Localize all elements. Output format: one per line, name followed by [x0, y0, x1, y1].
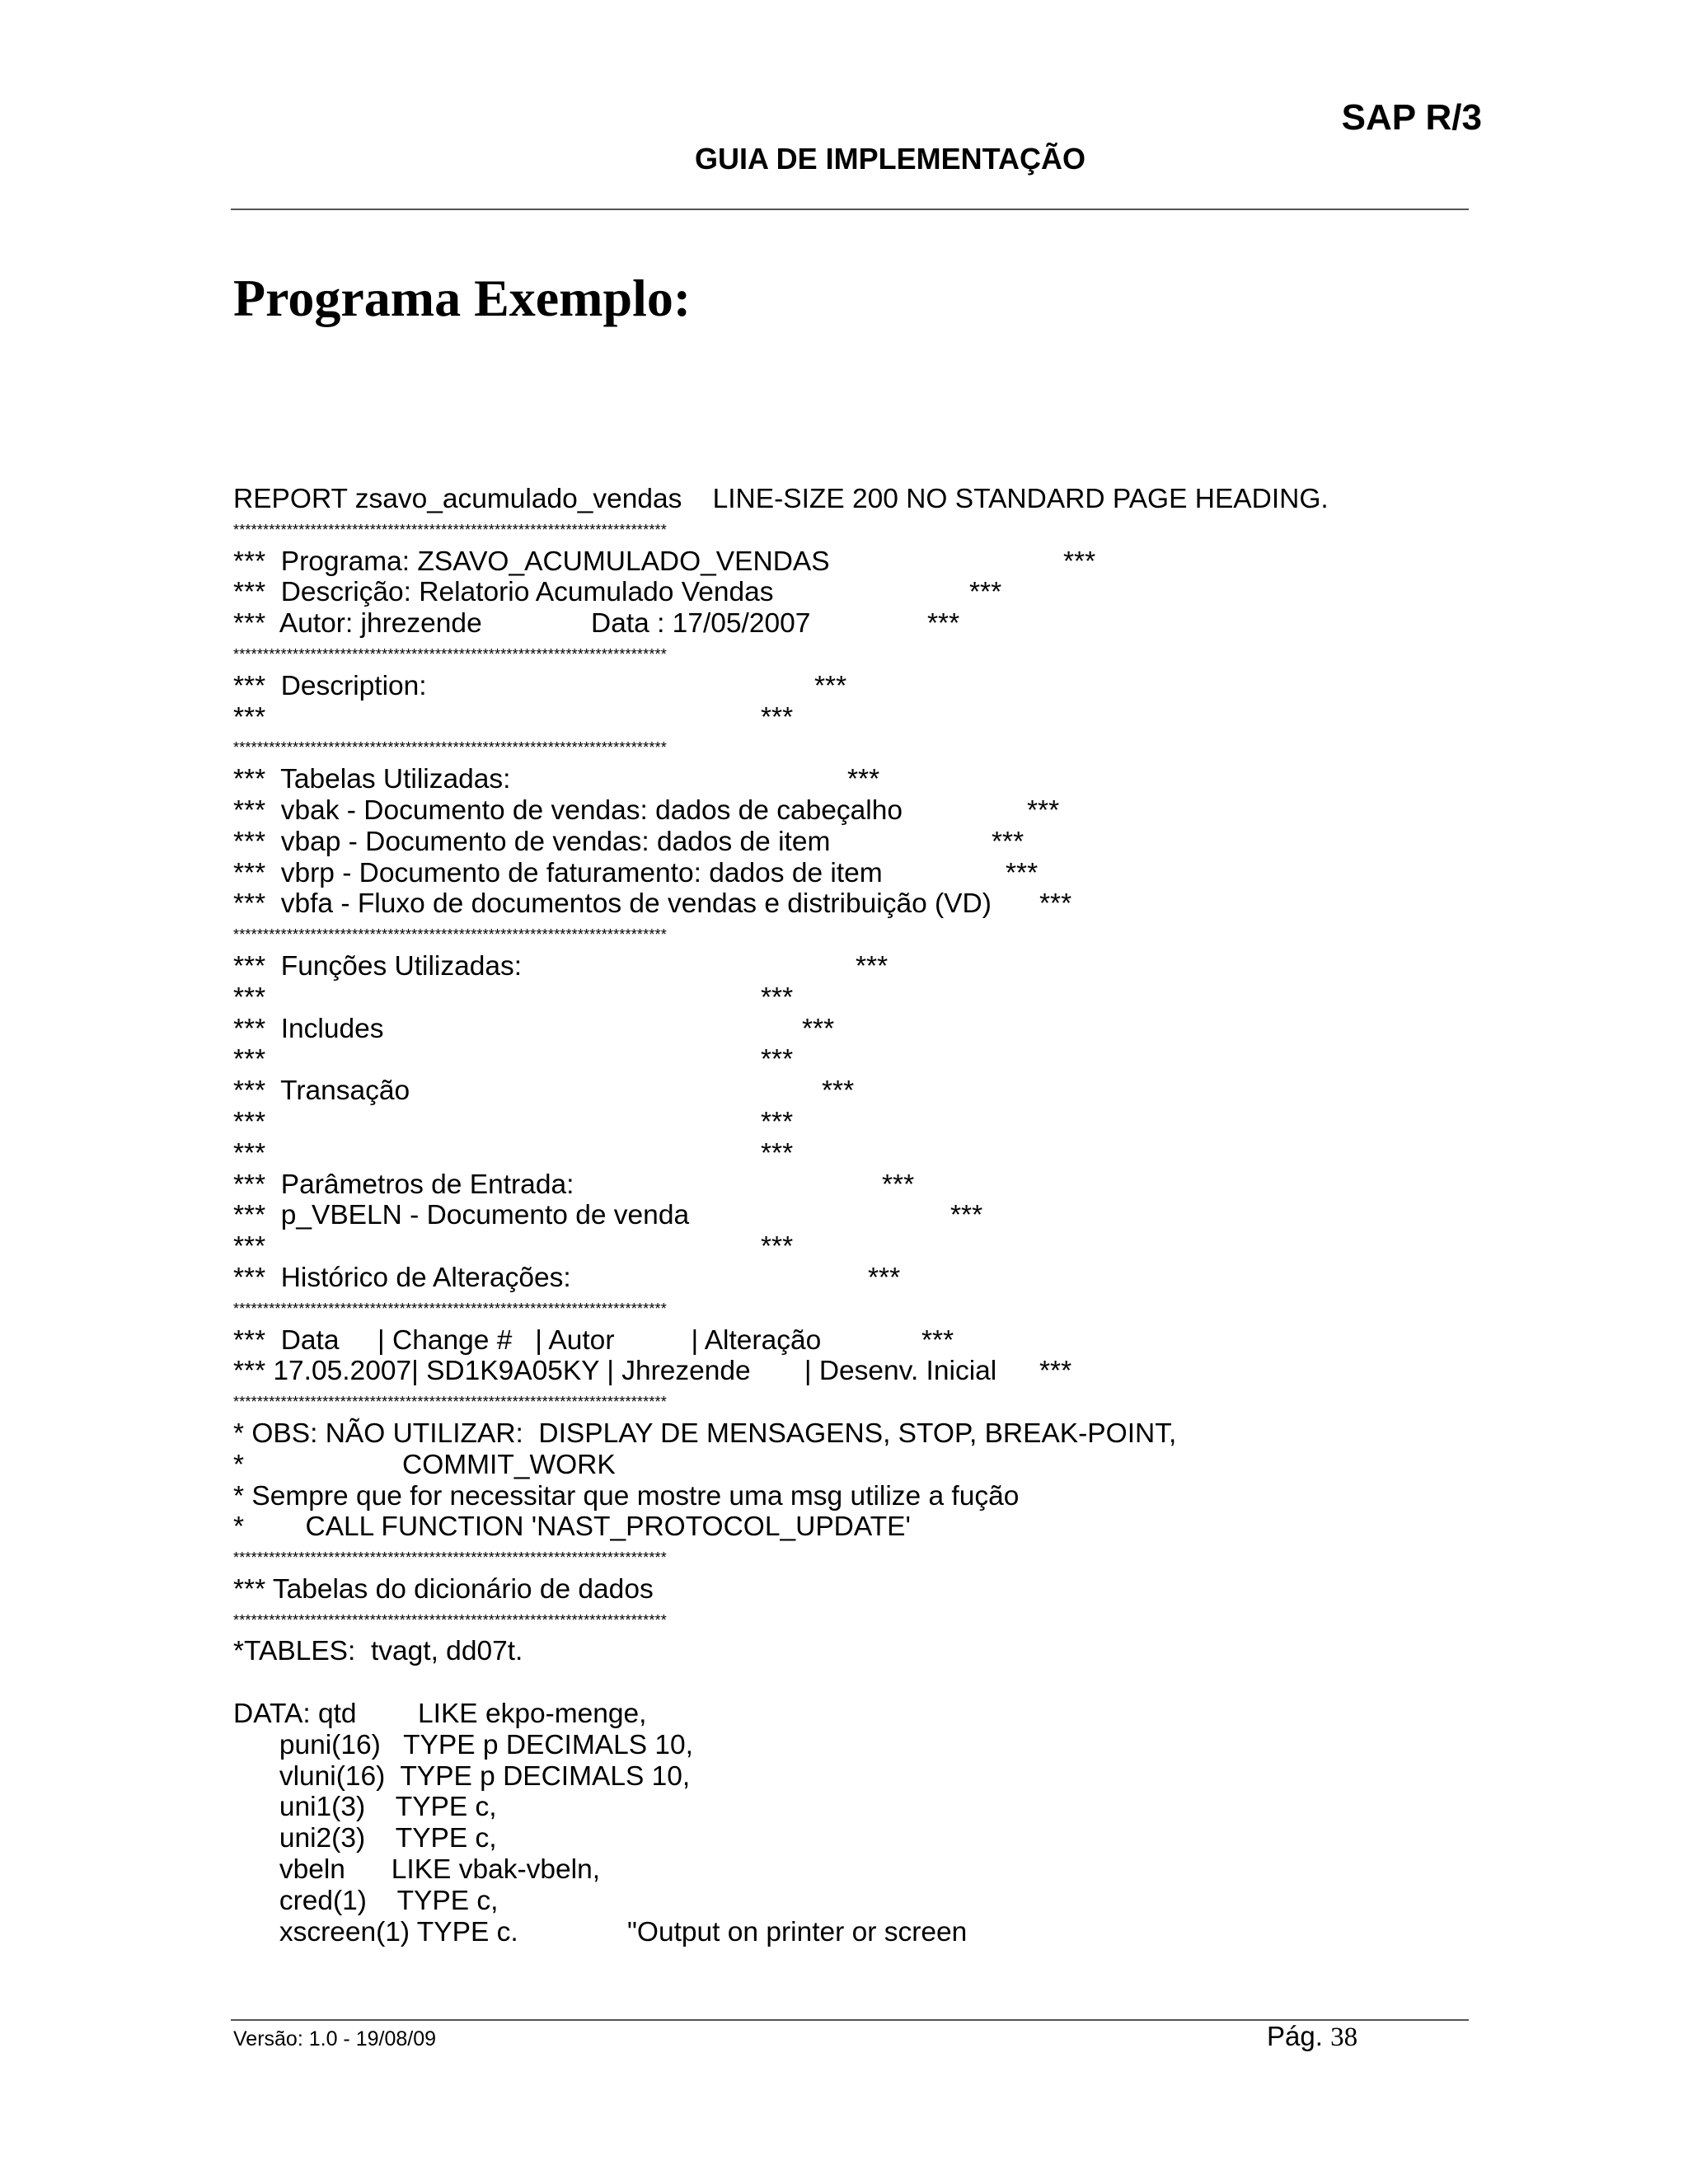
code-line: [233, 546, 1470, 578]
code-text: *: [233, 1449, 245, 1480]
code-text-trailing: ***: [761, 1106, 794, 1137]
code-text-trailing: ***: [802, 1013, 835, 1044]
code-text: *** vbap - Documento de vendas: dados de item: [233, 826, 831, 857]
code-text-trailing: ***: [969, 577, 1002, 608]
code-line: [233, 982, 1470, 1014]
asterisk-separator: *************************************************************************: [233, 1394, 667, 1411]
code-text: ***: [233, 982, 266, 1013]
asterisk-separator: *************************************************************************: [233, 1611, 667, 1629]
code-text-trailing: ***: [761, 1231, 794, 1263]
code-text-trailing: ***: [814, 670, 847, 701]
separator-line: [233, 1605, 1470, 1637]
code-line: [233, 1450, 1470, 1481]
code-line: [233, 1730, 1470, 1761]
code-text: *** vbrp - Documento de faturamento: dados de item: [233, 857, 883, 888]
code-text-middle: Data : 17/05/2007: [591, 608, 811, 640]
code-line: [233, 577, 1470, 608]
code-text: *** 17.05.2007| SD1K9A05KY | Jhrezende | Desenv. Inicial: [233, 1356, 997, 1387]
code-text-trailing: ***: [992, 826, 1025, 857]
code-line: [233, 1231, 1470, 1263]
code-text-trailing: ***: [761, 982, 794, 1013]
code-line: [233, 702, 1470, 733]
asterisk-separator: *************************************************************************: [233, 926, 667, 944]
code-text: uni1(3) TYPE c,: [233, 1792, 497, 1823]
page-number: 38: [1330, 2022, 1358, 2052]
code-text: vluni(16) TYPE p DECIMALS 10,: [233, 1760, 691, 1792]
code-text: ***: [233, 701, 266, 733]
code-text: ***: [233, 1044, 266, 1076]
asterisk-separator: *************************************************************************: [233, 1300, 667, 1317]
separator-line: [233, 1543, 1470, 1574]
code-text: *** Description:: [233, 670, 427, 701]
code-text: *** Histórico de Alterações:: [233, 1262, 571, 1293]
code-line: [233, 795, 1470, 827]
code-text-trailing: ***: [761, 1044, 794, 1076]
code-line: [233, 608, 1470, 640]
footer-version: Versão: 1.0 - 19/08/09: [233, 2027, 437, 2050]
code-text-trailing: ***: [761, 1137, 794, 1169]
separator-line: [233, 1387, 1470, 1418]
code-text-trailing: ***: [927, 608, 960, 640]
code-text-trailing: ***: [1039, 888, 1072, 920]
code-text-trailing: "Output on printer or screen: [627, 1916, 968, 1947]
code-line: [233, 1356, 1470, 1387]
code-text: REPORT zsavo_acumulado_vendas LINE-SIZE 200 NO STANDARD PAGE HEADING.: [233, 484, 1329, 514]
code-text: *** Descrição: Relatorio Acumulado Vendas: [233, 577, 774, 608]
code-line: [233, 1014, 1470, 1045]
code-text-trailing: ***: [761, 701, 794, 733]
code-text: ***: [233, 1106, 266, 1137]
code-text: *** Funções Utilizadas:: [233, 950, 523, 982]
code-line: [233, 764, 1470, 795]
header-brand: SAP R/3: [1341, 97, 1482, 138]
code-text-trailing: ***: [1027, 794, 1060, 826]
code-text: *** p_VBELN - Documento de venda: [233, 1200, 690, 1231]
code-text: * CALL FUNCTION 'NAST_PROTOCOL_UPDATE': [233, 1511, 911, 1543]
code-text: *** Includes: [233, 1013, 384, 1044]
code-text: xscreen(1) TYPE c.: [233, 1916, 518, 1947]
header-title: GUIA DE IMPLEMENTAÇÃO: [695, 142, 1085, 176]
code-text-trailing: ***: [1006, 857, 1039, 888]
code-text-trailing: ***: [1039, 1356, 1072, 1387]
code-text: *** vbak - Documento de vendas: dados de cabeçalho: [233, 794, 903, 826]
code-line: [233, 858, 1470, 889]
separator-line: [233, 733, 1470, 764]
code-text: *** Tabelas do dicionário de dados: [233, 1573, 654, 1605]
code-text-trailing: ***: [921, 1324, 954, 1356]
code-line: [233, 1854, 1470, 1886]
code-text: cred(1) TYPE c,: [233, 1885, 499, 1916]
code-line: [233, 888, 1470, 920]
code-line: [233, 1263, 1470, 1294]
code-text: ***: [233, 1137, 266, 1169]
code-line: [233, 1511, 1470, 1543]
code-line: [233, 827, 1470, 858]
separator-line: [233, 515, 1470, 546]
code-line: [233, 1481, 1470, 1512]
code-text: *** Programa: ZSAVO_ACUMULADO_VENDAS: [233, 546, 830, 577]
code-text: uni2(3) TYPE c,: [233, 1823, 497, 1854]
code-text: *** Autor: jhrezende: [233, 608, 482, 640]
code-text-trailing: ***: [950, 1200, 983, 1231]
code-line: [233, 1761, 1470, 1793]
code-text-trailing: ***: [856, 950, 889, 982]
header-divider: [231, 209, 1469, 210]
asterisk-separator: *************************************************************************: [233, 645, 667, 663]
code-text: *** Transação: [233, 1076, 410, 1107]
code-text-trailing: ***: [1063, 546, 1096, 577]
asterisk-separator: *************************************************************************: [233, 1549, 667, 1567]
code-text: ***: [233, 1231, 266, 1263]
code-text: * Sempre que for necessitar que mostre uma msg utilize a fução: [233, 1480, 1020, 1511]
page-label: Pág.: [1267, 2021, 1323, 2051]
code-line: [233, 1200, 1470, 1231]
code-text: vbeln LIKE vbak-vbeln,: [233, 1854, 601, 1886]
page-title: Programa Exemplo:: [233, 269, 692, 327]
code-line: [233, 951, 1470, 982]
code-line: [233, 484, 1470, 515]
code-text-trailing: ***: [822, 1076, 855, 1107]
separator-line: [233, 640, 1470, 671]
code-text: DATA: qtd LIKE ekpo-menge,: [233, 1699, 647, 1730]
code-line: [233, 1325, 1470, 1357]
code-line: [233, 1138, 1470, 1169]
code-text-trailing: ***: [847, 764, 880, 795]
footer-page-number: [1267, 2021, 1357, 2053]
code-text-trailing: ***: [868, 1262, 901, 1293]
code-line: [233, 1418, 1470, 1450]
code-line: [233, 1076, 1470, 1107]
code-line: [233, 1823, 1470, 1854]
code-text: *** vbfa - Fluxo de documentos de vendas e distribuição (VD): [233, 888, 992, 920]
code-text-middle: COMMIT_WORK: [402, 1449, 616, 1480]
code-text: *** Parâmetros de Entrada:: [233, 1169, 574, 1200]
code-line: [233, 1044, 1470, 1076]
code-line: [233, 1169, 1470, 1201]
asterisk-separator: *************************************************************************: [233, 521, 667, 538]
asterisk-separator: *************************************************************************: [233, 739, 667, 757]
code-line: [233, 1699, 1470, 1730]
code-line: [233, 1917, 1470, 1948]
separator-line: [233, 920, 1470, 951]
code-text: puni(16) TYPE p DECIMALS 10,: [233, 1729, 693, 1760]
code-line: [233, 1107, 1470, 1138]
code-line: [233, 1792, 1470, 1823]
code-line: [233, 1574, 1470, 1605]
code-text: *** Tabelas Utilizadas:: [233, 764, 511, 795]
code-line: [233, 1886, 1470, 1917]
code-text: *** Data | Change # | Autor | Alteração: [233, 1324, 822, 1356]
separator-line: [233, 1294, 1470, 1325]
code-text: * OBS: NÃO UTILIZAR: DISPLAY DE MENSAGENS, STOP, BREAK-POINT,: [233, 1418, 1177, 1449]
code-line: [233, 1636, 1470, 1667]
blank-line: [233, 1667, 1470, 1699]
code-line: [233, 671, 1470, 702]
code-text: *TABLES: tvagt, dd07t.: [233, 1636, 523, 1667]
code-listing: [233, 484, 1470, 1947]
code-text-trailing: ***: [882, 1169, 915, 1200]
